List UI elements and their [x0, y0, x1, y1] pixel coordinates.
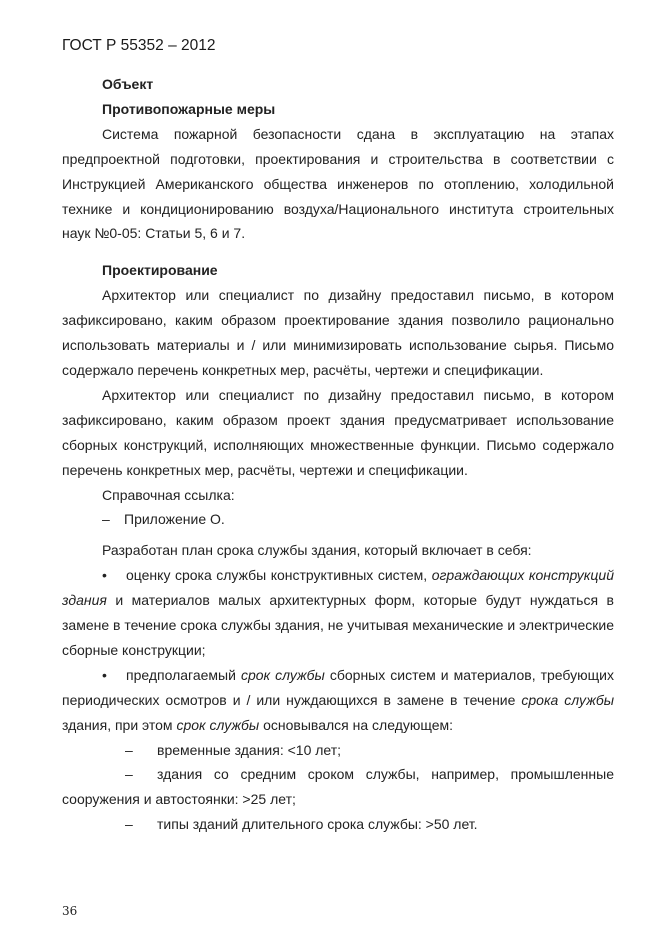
bullet-2-text-a: предполагаемый [126, 666, 241, 683]
sub-item-1 [62, 738, 614, 763]
bullet-2-italic-a: срок службы [240, 666, 325, 683]
bullet-2-italic-c: срок службы [176, 716, 260, 733]
design-paragraph-2: Архитектор или специалист по дизайну предоставил письмо, в котором зафиксировано, каким образом проект здания предусматривает использование сборных конструкций, исполняющих множественные функции. Письмо содержало перечень конкретных мер, расчёты, чертежи и спецификации. [62, 386, 614, 478]
plan-intro: Разработан план срока службы здания, который включает в себя: [102, 542, 532, 559]
dash-marker: – [125, 741, 133, 758]
bullet-marker: • [102, 567, 107, 584]
bullet-2-text-c: здания, при этом [62, 716, 177, 733]
dash-marker: – [125, 766, 133, 783]
sub-item-2 [62, 762, 614, 812]
section-design-title: Проектирование [102, 262, 218, 279]
sub-item-3 [62, 812, 614, 837]
sub-item-3-text: типы зданий длительного срока службы: >50 лет. [157, 816, 478, 833]
bullet-1-text-a: оценку срока службы конструктивных систем, [126, 567, 432, 584]
dash-marker: – [102, 511, 110, 528]
bullet-2-text-b: сборных систем и материалов, требующих периодических осмотров и / или нуждающихся в замене в течение [62, 666, 614, 708]
reference-item-text: Приложение О. [124, 511, 225, 528]
design-paragraph-1: Архитектор или специалист по дизайну предоставил письмо, в котором зафиксировано, каким образом проектирование здания позволило рационально использовать материалы и / или минимизировать использование сырья. Письмо содержало перечень конкретных мер, расчёты, чертежи и спецификации. [62, 287, 614, 378]
page-number: 36 [62, 904, 78, 918]
section-fire-safety-subtitle: Противопожарные меры [102, 100, 276, 117]
bullet-1-text-b: и материалов малых архитектурных форм, которые будут нуждаться в замене в течение срока службы здания, не учитывая механические и электрические сборные конструкции; [62, 592, 614, 658]
section-object-title: Объект [102, 76, 154, 92]
bullet-1-italic: ограждающих конструкций здания [62, 567, 614, 609]
fire-safety-paragraph: Система пожарной безопасности сдана в эксплуатацию на этапах предпроектной подготовки, проектирования и строительства в соответствии с Инструкцией Американского общества инженеров по отоплению, холодильной технике и кондиционированию воздуха/Национального института строительных наук №0-05: Статьи 5, 6 и 7. [62, 125, 614, 242]
bullet-item-1 [62, 563, 614, 663]
document-header: ГОСТ Р 55352 – 2012 [62, 37, 216, 54]
bullet-item-2 [62, 663, 614, 738]
reference-label: Справочная ссылка: [102, 486, 235, 503]
bullet-marker: • [102, 666, 107, 683]
bullet-2-italic-b: срока службы [521, 691, 615, 708]
dash-marker: – [125, 816, 133, 833]
bullet-2-text-d: основывался на следующем: [259, 716, 454, 733]
sub-item-1-text: временные здания: <10 лет; [157, 741, 342, 758]
sub-item-2-text: здания со средним сроком службы, например, промышленные сооружения и автостоянки: >25 лет; [62, 766, 614, 808]
document-body [62, 72, 614, 837]
reference-item [62, 507, 614, 532]
